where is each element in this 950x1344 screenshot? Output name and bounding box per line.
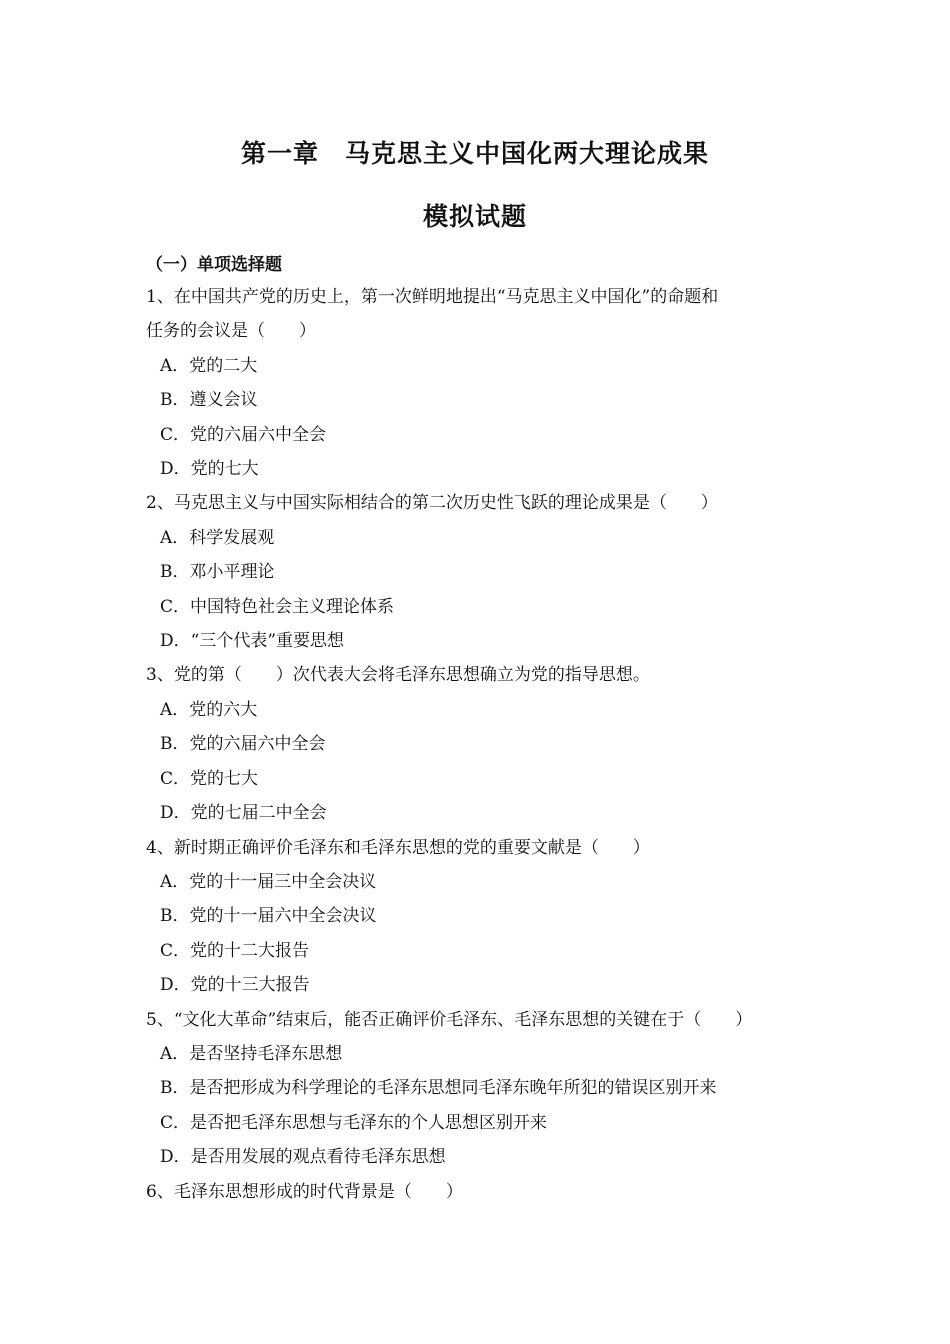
option-b: B．是否把形成为科学理论的毛泽东思想同毛泽东晚年所犯的错误区别开来 — [160, 1078, 717, 1099]
option-a: A．科学发展观 — [160, 527, 275, 548]
option-a: A．党的二大 — [160, 355, 258, 376]
option-b: B．遵义会议 — [160, 390, 258, 411]
document-subtitle: 模拟试题 — [422, 202, 527, 231]
option-c: C．中国特色社会主义理论体系 — [160, 596, 395, 617]
question-text: 4、新时期正确评价毛泽东和毛泽东思想的党的重要文献是（ ） — [146, 837, 650, 858]
option-b: B．党的六届六中全会 — [160, 734, 326, 755]
option-d: D．党的十三大报告 — [160, 975, 310, 996]
option-c: C．党的七大 — [160, 768, 259, 789]
question-3 — [146, 658, 826, 830]
option-d: D．“三个代表”重要思想 — [160, 631, 345, 652]
option-a: A．是否坚持毛泽东思想 — [160, 1043, 343, 1064]
question-text: 6、毛泽东思想形成的时代背景是（ ） — [146, 1181, 463, 1202]
option-a: A．党的六大 — [160, 699, 258, 720]
option-b: B．党的十一届六中全会决议 — [160, 906, 377, 927]
question-text: 1、在中国共产党的历史上，第一次鲜明地提出“马克思主义中国化”的命题和 — [146, 287, 719, 307]
option-b: B．邓小平理论 — [160, 562, 275, 583]
question-text: 2、马克思主义与中国实际相结合的第二次历史性飞跃的理论成果是（ ） — [146, 493, 718, 514]
chapter-title: 第一章 马克思主义中国化两大理论成果 — [240, 139, 709, 168]
section-heading: （一）单项选择题 — [146, 255, 282, 275]
question-2 — [146, 486, 826, 658]
question-text: 3、党的第（ ）次代表大会将毛泽东思想确立为党的指导思想。 — [146, 665, 650, 686]
option-d: D．党的七大 — [160, 459, 259, 480]
option-a: A．党的十一届三中全会决议 — [160, 871, 377, 892]
option-d: D．是否用发展的观点看待毛泽东思想 — [160, 1147, 446, 1168]
option-c: C．党的十二大报告 — [160, 940, 310, 961]
question-text: 任务的会议是（ ） — [146, 321, 316, 342]
question-5 — [146, 1003, 826, 1175]
question-text: 5、“文化大革命”结束后，能否正确评价毛泽东、毛泽东思想的关键在于（ ） — [146, 1009, 753, 1030]
question-6 — [146, 1175, 826, 1209]
question-1 — [146, 280, 826, 486]
question-4 — [146, 831, 826, 1003]
option-c: C．是否把毛泽东思想与毛泽东的个人思想区别开来 — [160, 1112, 548, 1133]
question-list — [146, 280, 826, 1209]
option-c: C．党的六届六中全会 — [160, 424, 327, 445]
option-d: D．党的七届二中全会 — [160, 803, 327, 824]
